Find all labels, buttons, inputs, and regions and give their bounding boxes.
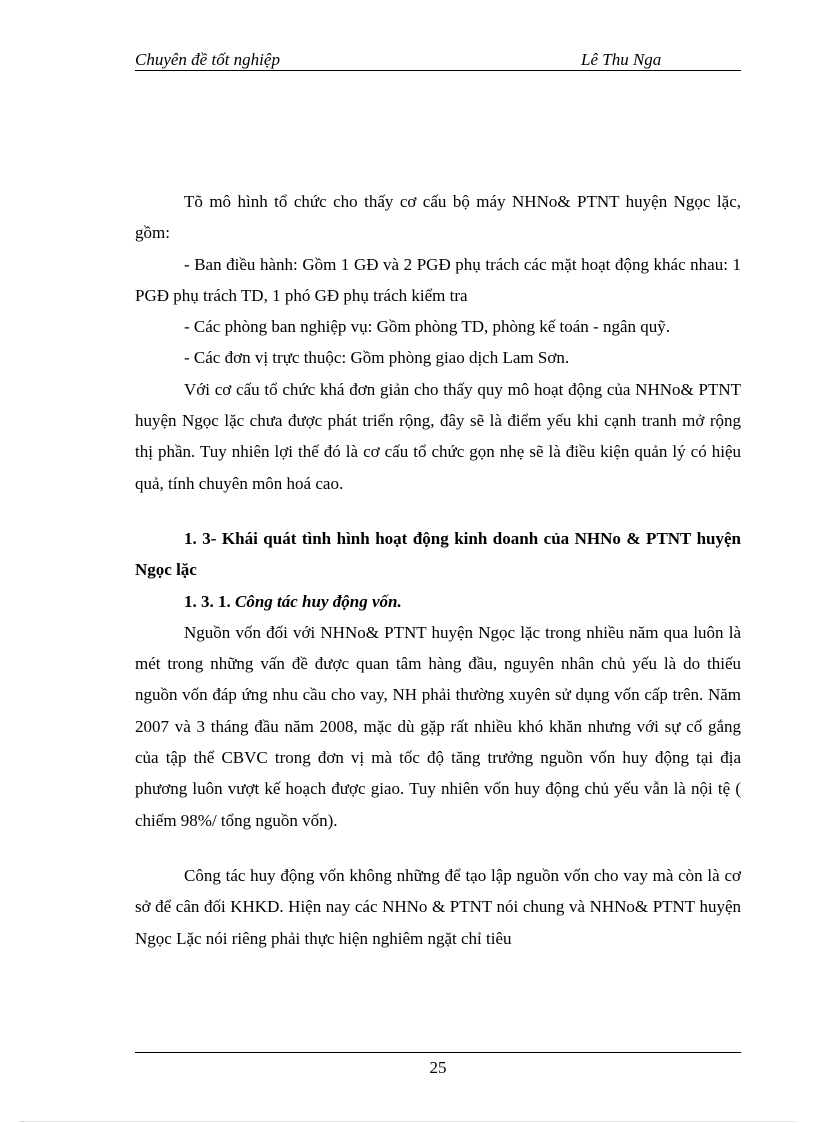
paragraph-capital-mobilization: Công tác huy động vốn không những để tạo lập nguồn vốn cho vay mà còn là cơ sở để cân đối KHKD. Hiện nay các NHNo & PTNT nói chung và NHNo& PTNT huyện Ngọc Lặc nói riêng phải thực hiện nghiêm ngặt chỉ tiêu	[135, 865, 741, 948]
paragraph-departments: - Các phòng ban nghiệp vụ: Gồm phòng TD, phòng kế toán - ngân quỹ.	[184, 317, 671, 337]
document-body	[135, 186, 741, 954]
paragraph-structure-intro: Tõ mô hình tổ chức cho thấy cơ cấu bộ máy NHNo& PTNT huyện Ngọc lặc, gồm:	[135, 192, 741, 243]
header-document-title: Chuyên đề tốt nghiệp	[135, 50, 280, 69]
paragraph-units: - Các đơn vị trực thuộc: Gồm phòng giao dịch Lam Sơn.	[184, 348, 570, 368]
header-author-name: Lê Thu Nga	[581, 50, 662, 69]
subsection-heading	[135, 586, 741, 617]
footer-divider	[135, 1052, 741, 1053]
section-heading: 1. 3- Khái quát tình hình hoạt động kinh doanh của NHNo & PTNT huyện Ngọc lặc	[135, 528, 741, 580]
paragraph-assessment: Với cơ cấu tổ chức khá đơn giản cho thấy quy mô hoạt động của NHNo& PTNT huyện Ngọc lặc chưa được phát triển rộng, đây sẽ là điểm yếu khi cạnh tranh mở rộng thị phần. Tuy nhiên lợi thế đó là cơ cấu tổ chức gọn nhẹ sẽ là điều kiện quản lý có hiệu quả, tính chuyên môn hoá cao.	[135, 379, 741, 493]
page-header	[135, 50, 741, 71]
subsection-number: 1. 3. 1.	[184, 591, 231, 611]
page-number: 25	[429, 1058, 447, 1077]
paragraph-capital-sources: Nguồn vốn đối với NHNo& PTNT huyện Ngọc lặc trong nhiều năm qua luôn là mét trong những vấn đề được quan tâm hàng đầu, nguyên nhân chủ yếu là do thiếu nguồn vốn đáp ứng nhu cầu cho vay, NH phải thường xuyên sử dụng vốn cấp trên. Năm 2007 và 3 tháng đầu năm 2008, mặc dù gặp rất nhiều khó khăn nhưng với sự cố gắng của tập thể CBVC trong đơn vị mà tốc độ tăng trưởng nguồn vốn huy động tại địa phương luôn vượt kế hoạch được giao. Tuy nhiên vốn huy động chủ yếu vẫn là nội tệ ( chiếm 98%/ tổng nguồn vốn).	[135, 622, 741, 830]
subsection-title: Công tác huy động vốn.	[235, 591, 402, 611]
page-bottom-border	[20, 1121, 796, 1122]
paragraph-board: - Ban điều hành: Gồm 1 GĐ và 2 PGĐ phụ trách các mặt hoạt động khác nhau: 1 PGĐ phụ trách TD, 1 phó GĐ phụ trách kiểm tra	[135, 254, 741, 305]
